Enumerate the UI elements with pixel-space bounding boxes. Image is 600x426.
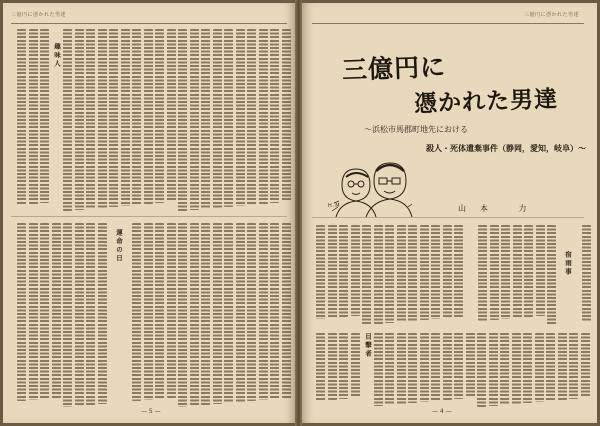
text-column	[546, 333, 555, 401]
text-column	[477, 333, 486, 407]
text-column	[558, 333, 567, 400]
left-tier-divider	[11, 216, 287, 217]
text-column	[408, 225, 417, 321]
article-title-line1: 三億円に	[341, 52, 447, 85]
text-column	[581, 333, 590, 398]
text-column	[155, 29, 164, 203]
text-column	[351, 225, 360, 316]
text-column	[132, 29, 141, 205]
text-column	[201, 223, 210, 405]
text-column	[75, 223, 84, 406]
text-column	[121, 29, 130, 206]
text-column	[213, 29, 222, 208]
text-column	[86, 29, 95, 209]
text-column	[178, 29, 187, 211]
text-column	[29, 29, 38, 204]
text-column	[282, 223, 291, 398]
article-subtitle-1: 〜浜松市馬郡町地先における	[364, 125, 468, 134]
text-column	[282, 29, 291, 202]
text-column	[224, 223, 233, 403]
text-column	[513, 225, 522, 318]
text-column	[535, 333, 544, 402]
text-column	[374, 333, 383, 406]
text-column	[385, 333, 394, 405]
left-subhead-1: 趣味人	[53, 43, 61, 69]
left-running-head: 三億円に憑かれた男達	[11, 12, 67, 18]
right-page-number: — 4 —	[432, 408, 452, 415]
text-column	[478, 225, 487, 321]
text-column	[167, 29, 176, 202]
text-column	[524, 225, 533, 317]
text-column	[247, 29, 256, 205]
text-column	[29, 223, 38, 400]
left-subhead-2: 運命の日	[115, 229, 123, 263]
text-column	[17, 223, 26, 401]
text-column	[63, 223, 72, 407]
text-column	[109, 29, 118, 207]
text-column	[420, 225, 429, 320]
text-column	[443, 333, 452, 400]
text-column	[144, 223, 153, 400]
right-header-rule	[312, 23, 584, 24]
right-running-head: 三億円に憑かれた男達	[523, 12, 579, 18]
text-column	[328, 225, 337, 318]
text-column	[339, 225, 348, 317]
text-column	[247, 223, 256, 401]
right-subhead-1: 宿雨事	[564, 251, 572, 277]
right-tier-divider	[312, 217, 584, 218]
text-column	[98, 223, 107, 404]
right-subhead-2: 目撃者	[364, 333, 372, 359]
text-column	[201, 29, 210, 209]
text-column	[512, 333, 521, 404]
text-column	[490, 225, 499, 320]
text-column	[144, 29, 153, 204]
text-column	[224, 29, 233, 207]
text-column	[408, 333, 417, 403]
text-column	[213, 223, 222, 404]
text-column	[397, 225, 406, 322]
text-column	[466, 333, 475, 398]
text-column	[489, 333, 498, 406]
text-column	[178, 223, 187, 407]
left-page	[3, 3, 295, 423]
text-column	[339, 333, 348, 399]
illustration-signature: H.M	[328, 203, 341, 209]
text-column	[270, 29, 279, 203]
text-column	[40, 29, 49, 203]
text-column	[190, 29, 199, 210]
text-column	[316, 333, 325, 401]
text-column	[385, 225, 394, 323]
text-column	[236, 29, 245, 206]
article-author: 山本 力	[458, 204, 541, 213]
text-column	[374, 225, 383, 324]
text-column	[454, 333, 463, 399]
text-column	[569, 333, 578, 399]
right-page	[302, 3, 597, 423]
text-column	[536, 225, 545, 316]
book-gutter	[295, 0, 302, 426]
text-column	[236, 223, 245, 402]
text-column	[52, 223, 61, 398]
text-column	[259, 29, 268, 204]
text-column	[167, 223, 176, 398]
text-column	[351, 333, 360, 398]
text-column	[431, 333, 440, 401]
text-column	[443, 225, 452, 318]
text-column	[523, 333, 532, 403]
text-column	[17, 29, 26, 205]
text-column	[431, 225, 440, 319]
article-subtitle-2: 殺人・死体遺棄事件（静岡，愛知，岐阜）〜	[426, 143, 586, 153]
text-column	[155, 223, 164, 399]
text-column	[328, 333, 337, 400]
text-column	[362, 225, 371, 325]
text-column	[316, 225, 325, 319]
text-column	[397, 333, 406, 404]
text-column	[132, 223, 141, 401]
article-title-line2: 憑かれた男達	[413, 85, 559, 118]
text-column	[501, 225, 510, 319]
text-column	[98, 29, 107, 208]
text-column	[75, 29, 84, 210]
text-column	[454, 225, 463, 317]
text-column	[270, 223, 279, 399]
text-column	[40, 223, 49, 399]
left-header-rule	[11, 23, 287, 24]
text-column	[547, 225, 556, 325]
text-column	[582, 225, 591, 322]
text-column	[86, 223, 95, 405]
text-column	[190, 223, 199, 406]
two-men-illustration	[330, 151, 414, 219]
left-page-number: — 5 —	[141, 408, 161, 415]
text-column	[63, 29, 72, 211]
text-column	[420, 333, 429, 402]
text-column	[259, 223, 268, 400]
text-column	[500, 333, 509, 405]
